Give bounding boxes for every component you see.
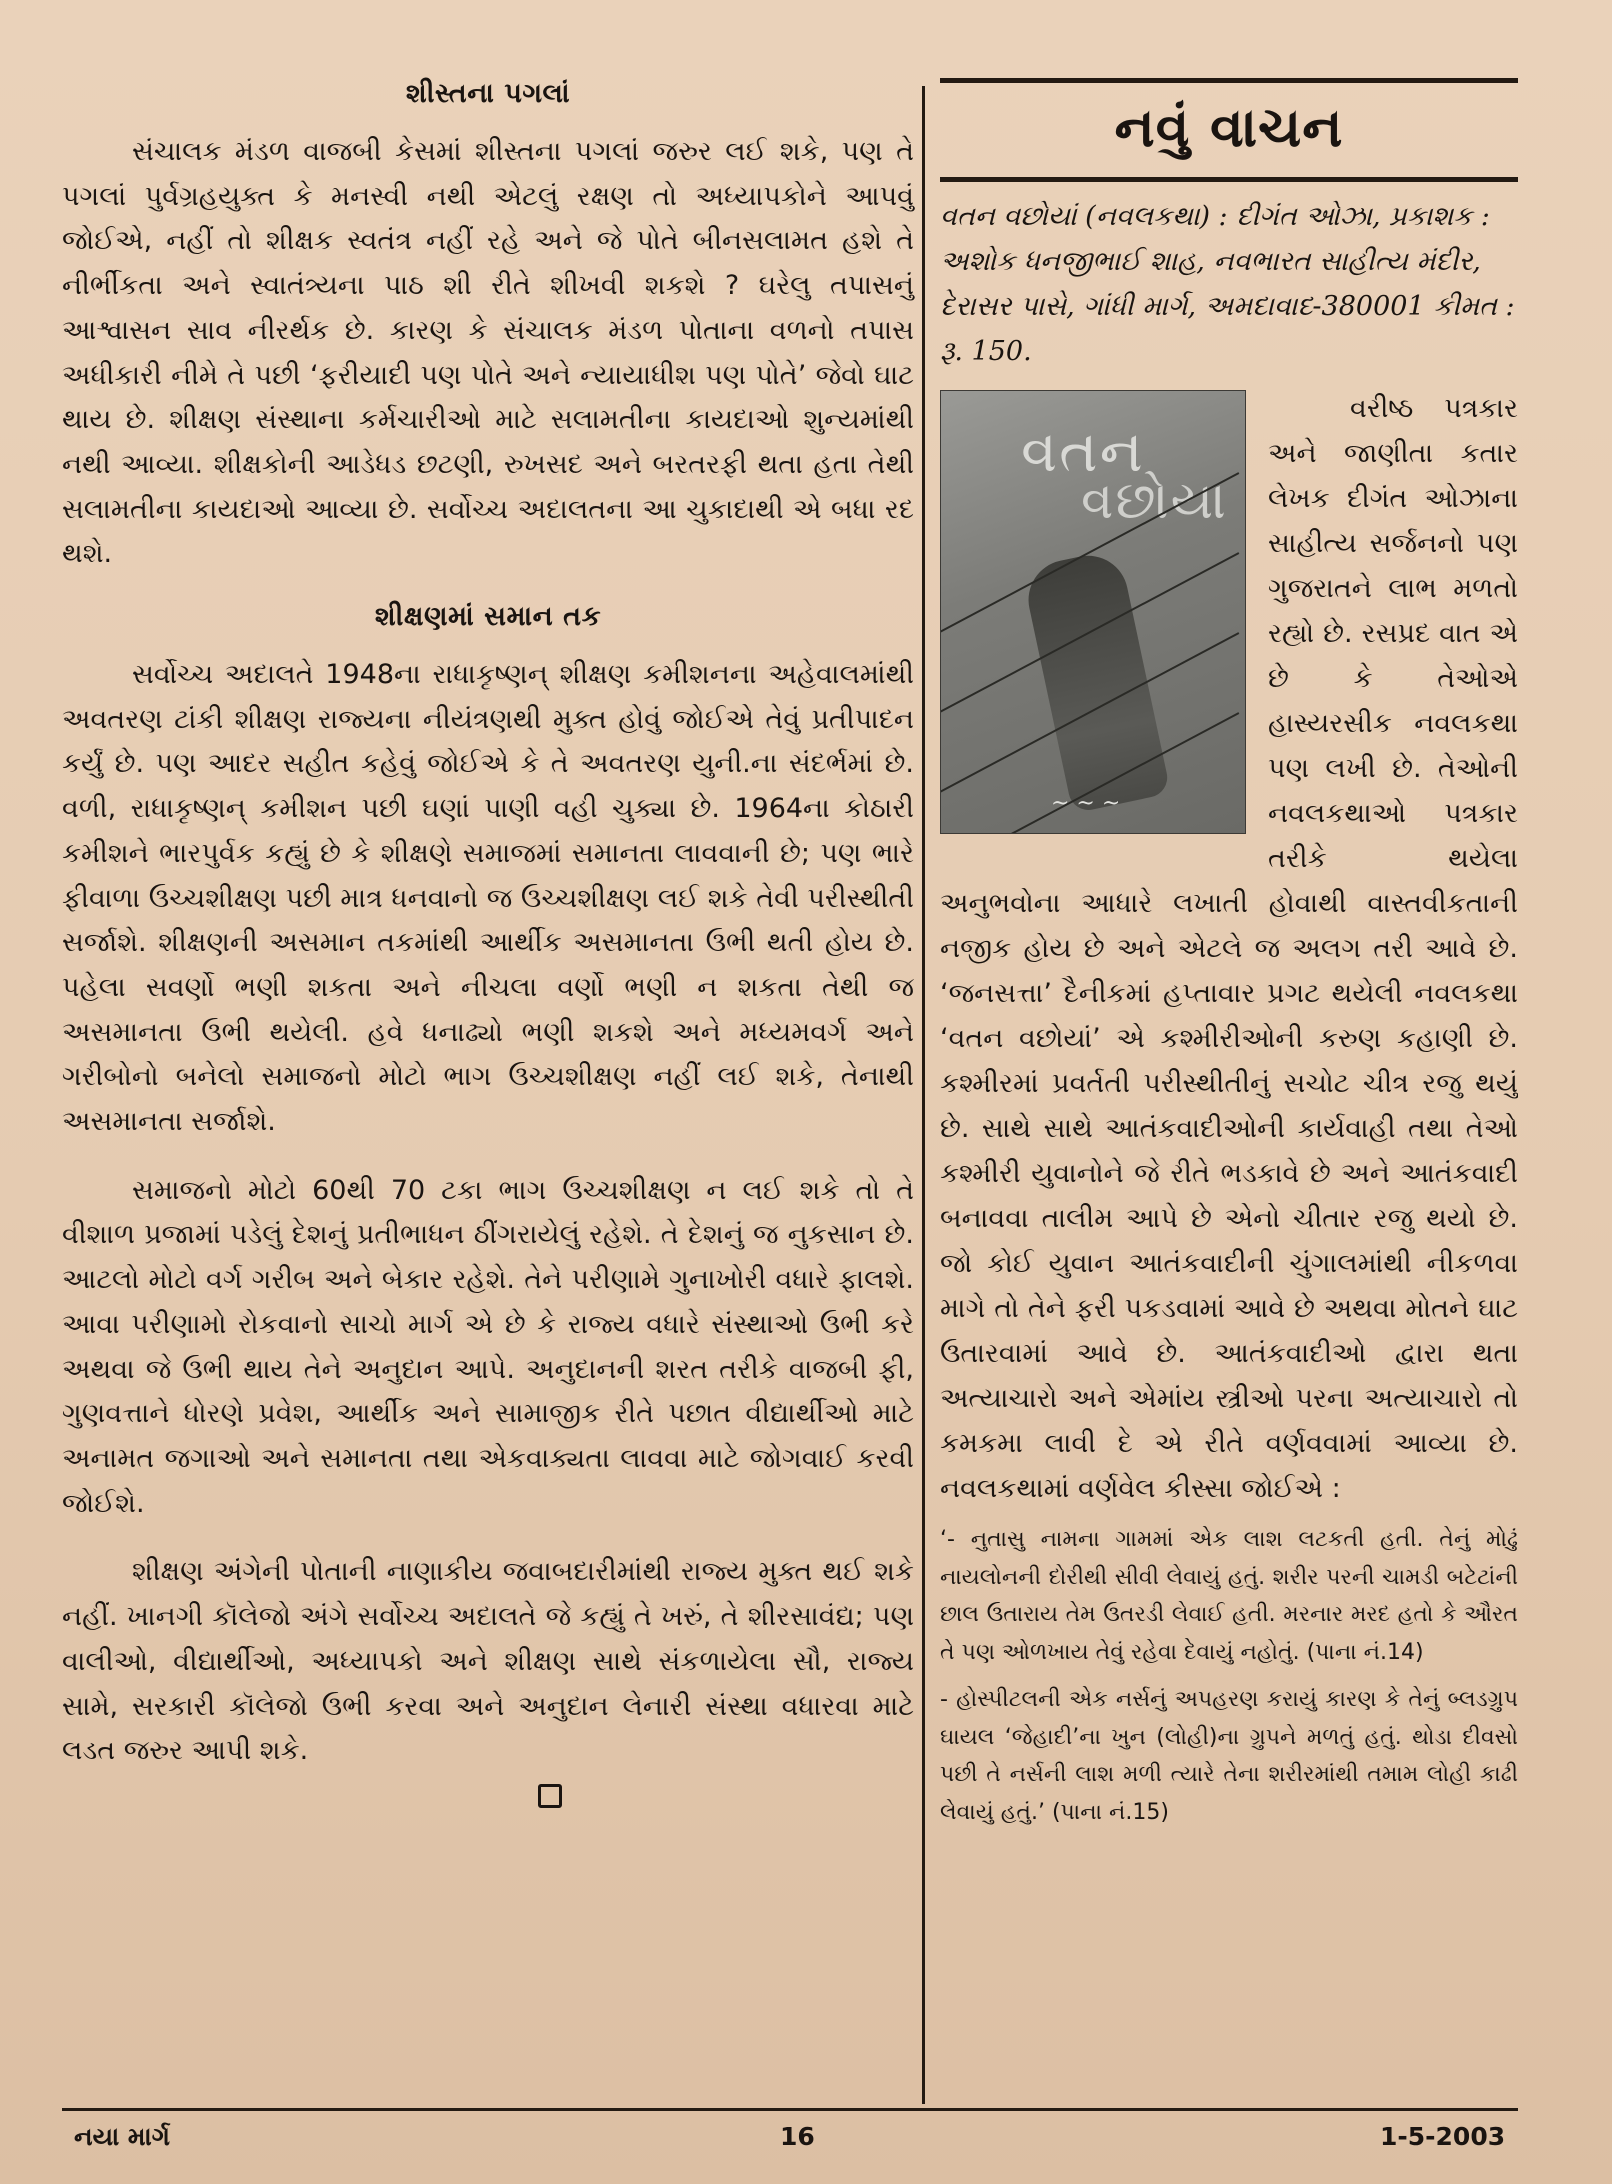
- review-text: વરીષ્ઠ પત્રકાર અને જાણીતા કતાર લેખક દીગંત ઓઝાના સાહીત્ય સર્જનનો પણ ગુજરાતને લાભ મળતો રહ્યો છે. રસપ્રદ વાત એ છે કે તેઓએ હાસ્યરસીક નવલકથા પણ લખી છે. તેઓની નવલકથાઓ પત્રકાર તરીકે થયેલા અનુભવોના આધારે લખાતી હોવાથી વાસ્તવીકતાની નજીક હોય છે અને એટલે જ અલગ તરી આવે છે. ‘જનસત્તા’ દૈનીકમાં હપ્તાવાર પ્રગટ થયેલી નવલકથા ‘વતન વછોયાં’ એ કશ્મીરીઓની કરુણ કહાણી છે. કશ્મીરમાં પ્રવર્તતી પરીસ્થીતીનું સચોટ ચીત્ર રજુ થયું છે. સાથે સાથે આતંકવાદીઓની કાર્યવાહી તથા તેઓ કશ્મીરી યુવાનોને જે રીતે ભડકાવે છે અને આતંકવાદી બનાવવા તાલીમ આપે છે એનો ચીતાર રજુ થયો છે. જો કોઈ યુવાન આતંકવાદીની ચુંગાલમાંથી નીકળવા માગે તો તેને ફરી પકડવામાં આવે છે અથવા મોતને ઘાટ ઉતારવામાં આવે છે. આતંકવાદીઓ દ્વારા થતા અત્યાચારો અને એમાંય સ્ત્રીઓ પરના અત્યાચારો તો કમકમા લાવી દે એ રીતે વર્ણવવામાં આવ્યા છે. નવલકથામાં વર્ણવેલ કીસ્સા જોઈએ :: [940, 393, 1518, 1504]
- paragraph-discipline: સંચાલક મંડળ વાજબી કેસમાં શીસ્તના પગલાં જરુર લઈ શકે, પણ તે પગલાં પુર્વગ્રહયુક્ત કે મનસ્વી નથી એટલું રક્ષણ તો અધ્યાપકોને આપવું જોઈએ, નહીં તો શીક્ષક સ્વતંત્ર નહીં રહે અને જે પોતે બીનસલામત હશે તે નીર્ભીકતા અને સ્વાતંત્ર્યના પાઠ શી રીતે શીખવી શકશે ? ઘરેલુ તપાસનું આશ્વાસન સાવ નીરર્થક છે. કારણ કે સંચાલક મંડળ પોતાના વળનો તપાસ અધીકારી નીમે તે પછી ‘ફરીયાદી પણ પોતે અને ન્યાયાધીશ પણ પોતે’ જેવો ઘાટ થાય છે. શીક્ષણ સંસ્થાના કર્મચારીઓ માટે સલામતીના કાયદાઓ શુન્યમાંથી નથી આવ્યા. શીક્ષકોની આડેધડ છટણી, રુખસદ અને બરતરફી થતા હતા તેથી સલામતીના કાયદાઓ આવ્યા છે. સર્વોચ્ચ અદાલતના આ ચુકાદાથી એ બધા રદ થશે.: [62, 136, 914, 570]
- cover-author-signature: ~ ~ ~: [1051, 791, 1121, 816]
- paragraph-equal-opportunity-1: સર્વોચ્ચ અદાલતે 1948ના રાધાકૃષ્ણન્ શીક્ષણ કમીશનના અહેવાલમાંથી અવતરણ ટાંકી શીક્ષણ રાજ્યના નીયંત્રણથી મુક્ત હોવું જોઈએ તેવું પ્રતીપાદન કર્યું છે. પણ આદર સહીત કહેવું જોઈએ કે તે અવતરણ યુની.ના સંદર્ભમાં છે. વળી, રાધાકૃષ્ણન્ કમીશન પછી ઘણાં પાણી વહી ચુક્યા છે. 1964ના કોઠારી કમીશને ભારપુર્વક કહ્યું છે કે શીક્ષણે સમાજમાં સમાનતા લાવવાની છે; પણ ભારે ફીવાળા ઉચ્ચશીક્ષણ પછી માત્ર ધનવાનો જ ઉચ્ચશીક્ષણ લઈ શકે તેવી પરીસ્થીતી સર્જાશે. શીક્ષણની અસમાન તકમાંથી આર્થીક અસમાનતા ઉભી થતી હોય છે. પહેલા સવર્ણો ભણી શકતા અને નીચલા વર્ણો ભણી ન શકતા તેથી જ અસમાનતા ઉભી થયેલી. હવે ધનાઢ્યો ભણી શકશે અને મધ્યમવર્ગ અને ગરીબોનો બનેલો સમાજનો મોટો ભાગ ઉચ્ચશીક્ષણ નહીં લઈ શકે, તેનાથી અસમાનતા સર્જાશે.: [62, 659, 915, 1138]
- footer-page-number: 16: [780, 2122, 815, 2151]
- heading-equal-opportunity: શીક્ષણમાં સમાન તક: [374, 601, 602, 633]
- review-body: [940, 386, 1518, 1511]
- cover-title-line1: વતન: [1021, 417, 1145, 485]
- cover-title-line2: વછોયા: [1081, 471, 1228, 531]
- header-rule-top: [940, 78, 1518, 83]
- quote-excerpt-1: ‘- નુતાસુ નામના ગામમાં એક લાશ લટકતી હતી. તેનું મોઢું નાયલોનની દોરીથી સીવી લેવાયું હતું. શરીર પરની ચામડી બટેટાંની છાલ ઉતારાય તેમ ઉતરડી લેવાઈ હતી. મરનાર મરદ હતો કે ઔરત તે પણ ઓળખાય તેવું રહેવા દેવાયું નહોતું. (પાના નં.14): [940, 1527, 1518, 1665]
- footer-rule: [62, 2108, 1518, 2111]
- paragraph-equal-opportunity-2: સમાજનો મોટો 60થી 70 ટકા ભાગ ઉચ્ચશીક્ષણ ન લઈ શકે તો તે વીશાળ પ્રજામાં પડેલું દેશનું પ્રતીભાધન ઠીંગરાયેલું રહેશે. તે દેશનું જ નુકસાન છે. આટલો મોટો વર્ગ ગરીબ અને બેકાર રહેશે. તેને પરીણામે ગુનાખોરી વધારે ફાલશે. આવા પરીણામો રોકવાનો સાચો માર્ગ એ છે કે રાજ્ય વધારે સંસ્થાઓ ઉભી કરે અથવા જે ઉભી થાય તેને અનુદાન આપે. અનુદાનની શરત તરીકે વાજબી ફી, ગુણવત્તાને ધોરણે પ્રવેશ, આર્થીક અને સામાજીક રીતે પછાત વીદ્યાર્થીઓ માટે અનામત જગાઓ અને સમાનતા તથા એકવાક્યતા લાવવા માટે જોગવાઈ કરવી જોઈશે.: [62, 1174, 914, 1519]
- section-title: નવું વાચન: [1114, 96, 1344, 159]
- book-details: વતન વછોયાં (નવલકથા) : દીગંત ઓઝા, પ્રકાશક : અશોક ધનજીભાઈ શાહ, નવભારત સાહીત્ય મંદીર, દેરાસર પાસે, ગાંધી માર્ગ, અમદાવાદ-380001 કીમત : રૂ. 150.: [940, 201, 1515, 367]
- footer-magazine-name: નયા માર્ગ: [74, 2122, 170, 2151]
- quote-excerpt-2: - હોસ્પીટલની એક નર્સનું અપહરણ કરાયું કારણ કે તેનું બ્લડગ્રુપ ઘાયલ ‘જેહાદી’ના ખુન (લોહી)ના ગ્રુપને મળતું હતું. થોડા દીવસો પછી તે નર્સની લાશ મળી ત્યારે તેના શરીરમાંથી તમામ લોહી કાઢી લેવાયું હતું.’ (પાના નં.15): [940, 1687, 1518, 1825]
- book-cover-image: [940, 390, 1246, 834]
- heading-discipline: શીસ્તના પગલાં: [405, 78, 571, 109]
- right-column: [940, 78, 1518, 1831]
- column-divider: [922, 86, 925, 2104]
- left-column: [62, 78, 914, 1808]
- footer-date: 1-5-2003: [1380, 2122, 1506, 2151]
- paragraph-equal-opportunity-3: શીક્ષણ અંગેની પોતાની નાણાકીય જવાબદારીમાંથી રાજ્ય મુક્ત થઈ શકે નહીં. ખાનગી કૉલેજો અંગે સર્વોચ્ચ અદાલતે જે કહ્યું તે ખરું, તે શીરસાવંદ્ય; પણ વાલીઓ, વીદ્યાર્થીઓ, અધ્યાપકો અને શીક્ષણ સાથે સંકળાયેલા સૌ, રાજ્ય સામે, સરકારી કૉલેજો ઉભી કરવા અને અનુદાન લેનારી સંસ્થા વધારવા માટે લડત જરુર આપી શકે.: [62, 1556, 914, 1767]
- article-end-mark: [538, 1784, 562, 1808]
- header-rule-bottom: [940, 177, 1518, 182]
